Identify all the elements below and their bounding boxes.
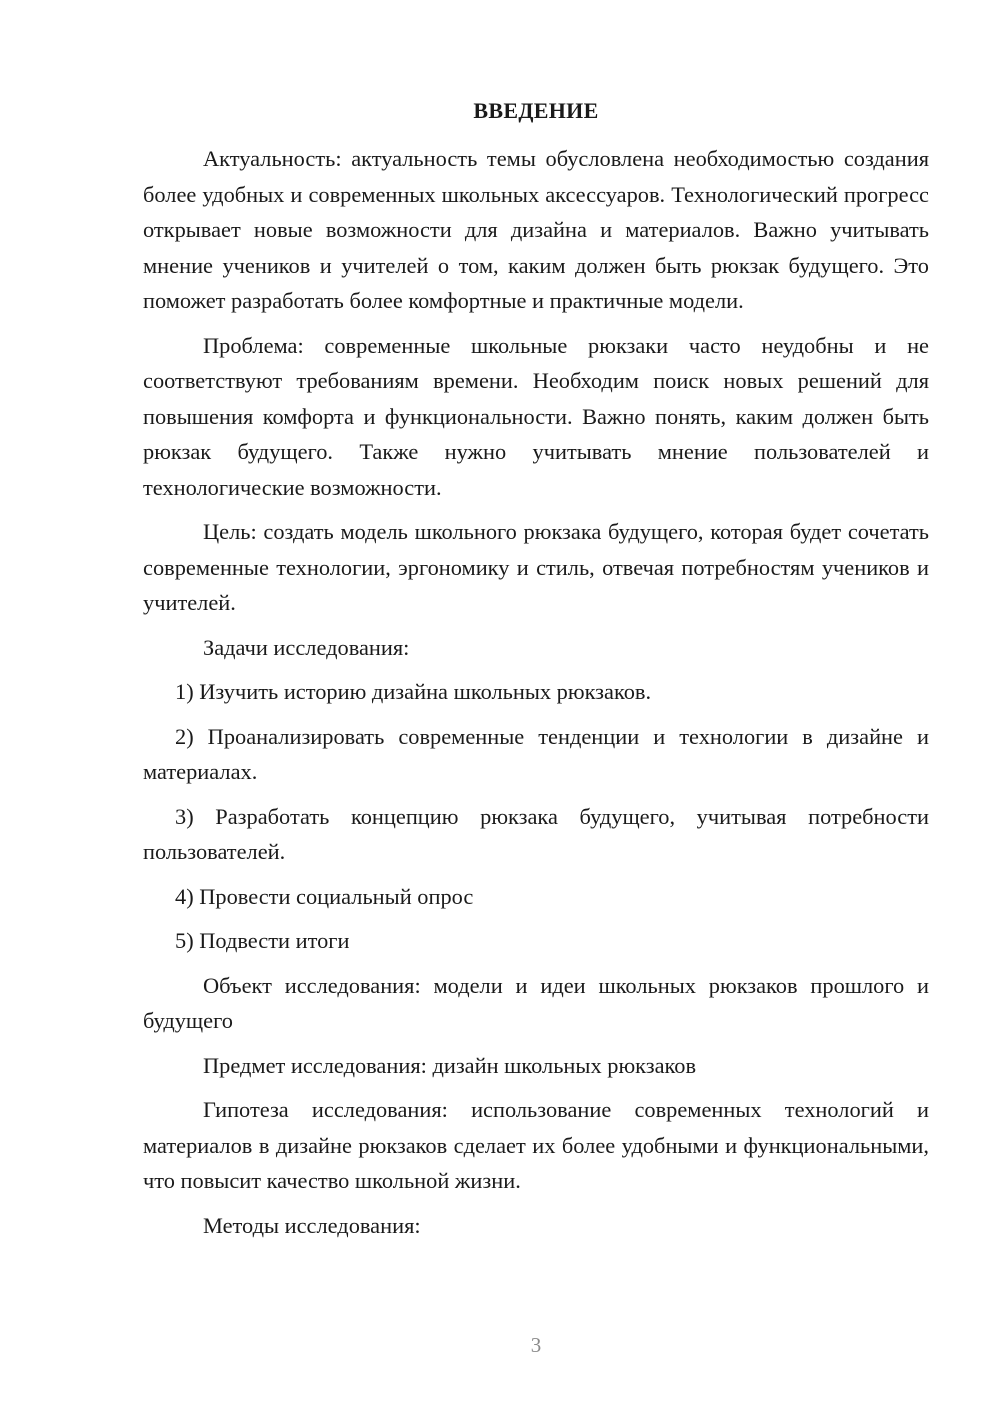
task-item-3: 3) Разработать концепцию рюкзака будущего, учитывая потребности пользователей. bbox=[143, 803, 929, 864]
task-item-4: 4) Провести социальный опрос bbox=[175, 883, 474, 909]
task-item-1: 1) Изучить историю дизайна школьных рюкзаков. bbox=[175, 679, 652, 704]
paragraph-relevance: Актуальность: актуальность темы обусловлена необходимостью создания более удобных и современных школьных аксессуаров. Технологический прогресс открывает новые возможности для дизайна и материалов. Важно учитывать мнение учеников и учителей о том, каким должен быть рюкзак будущего. Это поможет разработать более комфортные и практичные модели. bbox=[143, 146, 929, 313]
paragraph-subject: Предмет исследования: дизайн школьных рюкзаков bbox=[203, 1052, 697, 1078]
task-item-5: 5) Подвести итоги bbox=[175, 928, 350, 953]
document-body bbox=[143, 141, 929, 1252]
tasks-title: Задачи исследования: bbox=[203, 634, 410, 660]
paragraph-problem: Проблема: современные школьные рюкзаки часто неудобны и не соответствуют требованиям времени. Необходим поиск новых решений для повышения комфорта и функциональности. Важно понять, каким должен быть рюкзак будущего. Также нужно учитывать мнение пользователей и технологические возможности. bbox=[143, 332, 929, 500]
paragraph-goal: Цель: создать модель школьного рюкзака будущего, которая будет сочетать современные технологии, эргономику и стиль, отвечая потребностям учеников и учителей. bbox=[143, 519, 929, 615]
paragraph-hypothesis: Гипотеза исследования: использование современных технологий и материалов в дизайне рюкзаков сделает их более удобными и функциональными, что повысит качество школьной жизни. bbox=[143, 1097, 929, 1193]
page-heading: ВВЕДЕНИЕ bbox=[473, 98, 599, 123]
paragraph-object: Объект исследования: модели и идеи школьных рюкзаков прошлого и будущего bbox=[143, 972, 929, 1033]
page-number: 3 bbox=[530, 1333, 542, 1357]
task-item-2: 2) Проанализировать современные тенденции и технологии в дизайне и материалах. bbox=[143, 723, 929, 784]
methods-title: Методы исследования: bbox=[203, 1212, 421, 1238]
